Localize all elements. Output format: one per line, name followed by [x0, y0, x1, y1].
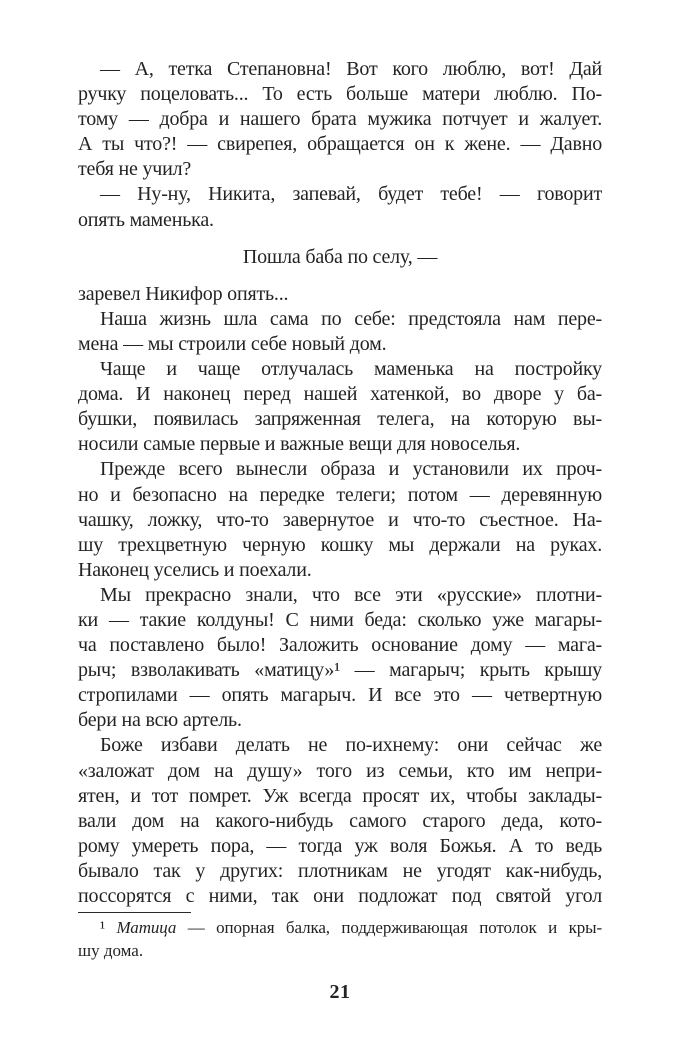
body-line: поссорятся с ними, так они подложат под святой угол — [78, 885, 602, 907]
body-line: бывало так у других: плотникам не угодят как-нибудь, — [78, 859, 602, 882]
paragraph — [78, 457, 602, 582]
paragraph — [78, 357, 602, 457]
body-line: А ты что?! — свирепея, обращается он к жене. — Давно — [78, 133, 602, 156]
body-line: заревел Никифор опять... — [78, 282, 289, 305]
paragraph — [78, 733, 602, 909]
footnote-line: шу дома. — [78, 941, 144, 961]
body-line: шу трехцветную черную кошку мы держали на руках. — [78, 533, 602, 556]
body-line: рыч; взволакивать «матицу»¹ — магарыч; крыть крышу — [78, 659, 602, 682]
body-line: «заложат дом на душу» того из семьи, кто им непри- — [78, 759, 602, 782]
body-line: Наша жизнь шла сама по себе: предстояла нам пере- — [100, 307, 602, 330]
body-line: рому умереть пора, — тогда уж воля Божья. А то ведь — [78, 834, 602, 857]
footnote-term: Матица — [116, 918, 177, 938]
footnote-separator — [78, 912, 191, 913]
body-line: — Ну-ну, Никита, запевай, будет тебе! — говорит — [100, 183, 602, 206]
text-block — [78, 57, 602, 909]
body-line: тебя не учил? — [78, 158, 192, 181]
body-line: Чаще и чаще отлучалась маменька на постройку — [100, 358, 602, 381]
body-line: Наконец уселись и поехали. — [78, 558, 312, 581]
body-line: бушки, появилась запряженная телега, на которую вы- — [78, 408, 602, 431]
body-line: стропилами — опять магарыч. И все это — четвертную — [78, 684, 602, 707]
body-line: бери на всю артель. — [78, 709, 242, 732]
paragraph — [78, 182, 602, 232]
body-line: Мы прекрасно знали, что все эти «русские» плотни- — [100, 583, 602, 606]
body-line: но и безопасно на передке телеги; потом — деревянную — [78, 483, 602, 506]
body-line: мена — мы строили себе новый дом. — [78, 332, 387, 355]
body-line: тому — добра и нашего брата мужика потчует и жалует. — [78, 108, 602, 131]
verse-line: Пошла баба по селу, — — [242, 245, 438, 268]
body-line: Боже избави делать не по-ихнему: они сейчас же — [100, 734, 602, 757]
body-line: ча поставлено было! Заложить основание дому — мага- — [78, 634, 602, 657]
paragraph — [78, 307, 602, 357]
body-line: носили самые первые и важные вещи для новоселья. — [78, 433, 521, 456]
footnote-line — [78, 916, 602, 939]
body-line: ручку поцеловать... То есть больше матери люблю. По- — [78, 83, 602, 106]
body-line: чашку, ложку, что-то завернутое и что-то съестное. На- — [78, 508, 602, 531]
body-line: дома. И наконец перед нашей хатенкой, во дворе у ба- — [78, 383, 602, 406]
body-line: ятен, и тот помрет. Уж всегда просят их, чтобы заклады- — [78, 784, 602, 807]
footnote — [78, 916, 602, 963]
page-number: 21 — [329, 980, 351, 1003]
body-line: вали дом на какого-нибудь самого старого деда, кото- — [78, 809, 602, 832]
body-line: ки — такие колдуны! С ними беда: сколько уже магары- — [78, 608, 602, 631]
footnote-marker: ¹ — [100, 918, 105, 938]
body-line: Прежде всего вынесли образа и установили их проч- — [100, 458, 602, 481]
body-line: — А, тетка Степановна! Вот кого люблю, вот! Дай — [100, 58, 602, 80]
footnote-text: — опорная балка, поддерживающая потолок и кры- — [187, 918, 603, 938]
paragraph — [78, 57, 602, 182]
paragraph — [78, 282, 602, 307]
body-line: опять маменька. — [78, 208, 214, 231]
paragraph — [78, 583, 602, 734]
